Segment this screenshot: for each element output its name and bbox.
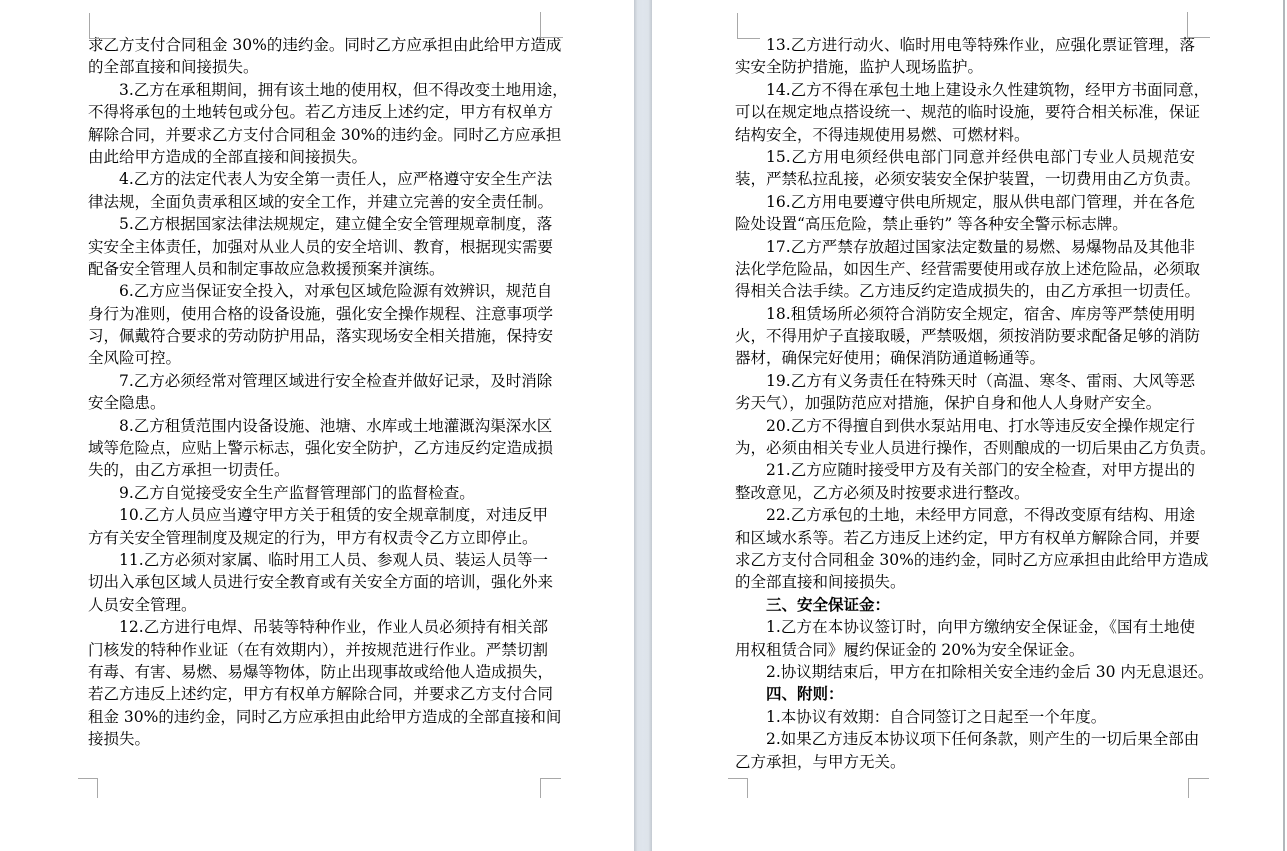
text-line: 法化学危险品，如因生产、经营需要使用或存放上述危险品，必须取 — [735, 259, 1201, 278]
text-line: 1.乙方在本协议签订时，向甲方缴纳安全保证金，《国有土地使 — [766, 618, 1195, 637]
text-line: 四、附则： — [766, 684, 844, 704]
text-line: 实安全主体责任，加强对从业人员的安全培训、教育，根据现实需要 — [88, 237, 554, 256]
text-line: 1.本协议有效期：自合同签订之日起至一个年度。 — [766, 707, 1107, 726]
page-right[interactable] — [652, 0, 1283, 851]
text-line: 3.乙方在承租期间，拥有该土地的使用权，但不得改变土地用途， — [119, 80, 568, 99]
text-line: 19.乙方有义务责任在特殊天时（高温、寒冬、雷雨、大风等恶 — [766, 371, 1195, 390]
text-line: 门核发的特种作业证（在有效期内），并按规范进行作业。严禁切割 — [88, 640, 548, 659]
text-line: 律法规，全面负责承租区域的安全工作，并建立完善的安全责任制。 — [88, 192, 554, 211]
text-line: 火，不得用炉子直接取暖，严禁吸烟，须按消防要求配备足够的消防 — [735, 327, 1201, 346]
text-line: 的全部直接和间接损失。 — [88, 58, 259, 77]
text-line: 8.乙方租赁范围内设备设施、池塘、水库或土地灌溉沟渠深水区 — [119, 416, 553, 435]
text-line: 有毒、有害、易燃、易爆等物体，防止出现事故或给他人造成损失， — [88, 662, 554, 681]
text-line: 18.租赁场所必须符合消防安全规定，宿舍、库房等严禁使用明 — [766, 304, 1195, 323]
text-line: 11.乙方必须对家属、临时用工人员、参观人员、装运人员等一 — [119, 550, 548, 569]
text-line: 用权租赁合同》履约保证金的 20%为安全保证金。 — [735, 640, 1085, 659]
page-left[interactable] — [0, 0, 634, 851]
text-line: 全风险可控。 — [88, 349, 182, 368]
window-edge-line — [1283, 0, 1285, 851]
page-right-text-area[interactable] — [735, 34, 1216, 773]
text-line: 习，佩戴符合要求的劳动防护用品，落实现场安全相关措施，保持安 — [88, 327, 554, 346]
text-line: 域等危险点，应贴上警示标志，强化安全防护，乙方违反约定造成损 — [88, 439, 554, 458]
text-line: 三、安全保证金： — [766, 594, 891, 614]
text-line: 求乙方支付合同租金 30%的违约金，同时乙方应承担由此给甲方造成 — [735, 550, 1209, 569]
text-line: 9.乙方自觉接受安全生产监督管理部门的监督检查。 — [119, 483, 475, 502]
text-line: 若乙方违反上述约定，甲方有权单方解除合同，并要求乙方支付合同 — [88, 685, 554, 704]
text-line: 由此给甲方造成的全部直接和间接损失。 — [88, 147, 368, 166]
text-line: 整改意见，乙方必须及时按要求进行整改。 — [735, 483, 1030, 502]
text-line: 6.乙方应当保证安全投入，对承包区域危险源有效辨识，规范自 — [119, 282, 553, 301]
text-line: 为，必须由相关专业人员进行操作，否则酿成的一切后果由乙方负责。 — [735, 439, 1216, 458]
text-line: 结构安全，不得违规使用易燃、可燃材料。 — [735, 125, 1030, 144]
text-line: 不得将承包的土地转包或分包。若乙方违反上述约定，甲方有权单方 — [88, 103, 554, 122]
text-line: 的全部直接和间接损失。 — [735, 573, 906, 592]
text-line: 身行为准则，使用合格的设备设施，强化安全操作规程、注意事项学 — [88, 304, 554, 323]
text-line: 14.乙方不得在承包土地上建设永久性建筑物，经甲方书面同意， — [766, 80, 1210, 99]
text-line: 21.乙方应随时接受甲方及有关部门的安全检查，对甲方提出的 — [766, 461, 1195, 480]
text-line: 得相关合法手续。乙方违反约定造成损失的，由乙方承担一切责任。 — [735, 282, 1201, 301]
text-line: 乙方承担，与甲方无关。 — [735, 752, 906, 771]
text-line: 险处设置“高压危险，禁止垂钓” 等各种安全警示标志牌。 — [735, 215, 1128, 234]
text-line: 17.乙方严禁存放超过国家法定数量的易燃、易爆物品及其他非 — [766, 237, 1195, 256]
text-line: 方有关安全管理制度及规定的行为，甲方有权责令乙方立即停止。 — [88, 528, 538, 547]
text-line: 2.如果乙方违反本协议项下任何条款，则产生的一切后果全部由 — [766, 730, 1200, 749]
text-line: 13.乙方进行动火、临时用电等特殊作业，应强化票证管理，落 — [766, 36, 1195, 54]
text-line: 22.乙方承包的土地，未经甲方同意，不得改变原有结构、用途 — [766, 506, 1195, 525]
text-line: 可以在规定地点搭设统一、规范的临时设施，要符合相关标准，保证 — [735, 103, 1201, 122]
text-line: 20.乙方不得擅自到供水泵站用电、打水等违反安全操作规定行 — [766, 416, 1195, 435]
text-line: 10.乙方人员应当遵守甲方关于租赁的安全规章制度，对违反甲 — [119, 506, 548, 525]
text-line: 租金 30%的违约金，同时乙方应承担由此给甲方造成的全部直接和间 — [88, 707, 562, 726]
text-line: 4.乙方的法定代表人为安全第一责任人，应严格遵守安全生产法 — [119, 170, 553, 189]
text-line: 接损失。 — [88, 730, 151, 749]
text-line: 15.乙方用电须经供电部门同意并经供电部门专业人员规范安 — [766, 147, 1195, 166]
text-line: 5.乙方根据国家法律法规规定，建立健全安全管理规章制度，落 — [119, 215, 553, 234]
text-line: 人员安全管理。 — [88, 595, 197, 614]
text-line: 失的，由乙方承担一切责任。 — [88, 461, 290, 480]
text-line: 安全隐患。 — [88, 394, 166, 413]
text-line: 实安全防护措施，监护人现场监护。 — [735, 58, 984, 77]
text-line: 7.乙方必须经常对管理区域进行安全检查并做好记录，及时消除 — [119, 371, 553, 390]
page-left-text-area[interactable] — [88, 34, 568, 751]
text-line: 求乙方支付合同租金 30%的违约金。同时乙方应承担由此给甲方造成 — [88, 36, 562, 54]
text-line: 器材，确保完好使用；确保消防通道畅通等。 — [735, 349, 1046, 368]
text-line: 装，严禁私拉乱接，必须安装安全保护装置，一切费用由乙方负责。 — [735, 170, 1201, 189]
text-line: 2.协议期结束后，甲方在扣除相关安全违约金后 30 内无息退还。 — [766, 662, 1214, 681]
text-line: 16.乙方用电要遵守供电所规定，服从供电部门管理，并在各危 — [766, 192, 1195, 211]
text-line: 解除合同，并要求乙方支付合同租金 30%的违约金。同时乙方应承担 — [88, 125, 562, 144]
text-line: 切出入承包区域人员进行安全教育或有关安全方面的培训，强化外来 — [88, 573, 554, 592]
text-line: 配备安全管理人员和制定事故应急救援预案并演练。 — [88, 259, 445, 278]
text-line: 12.乙方进行电焊、吊装等特种作业，作业人员必须持有相关部 — [119, 618, 548, 637]
text-line: 和区域水系等。若乙方违反上述约定，甲方有权单方解除合同，并要 — [735, 528, 1201, 547]
page-gap — [634, 0, 652, 851]
text-line: 劣天气），加强防范应对措施，保护自身和他人人身财产安全。 — [735, 394, 1162, 413]
